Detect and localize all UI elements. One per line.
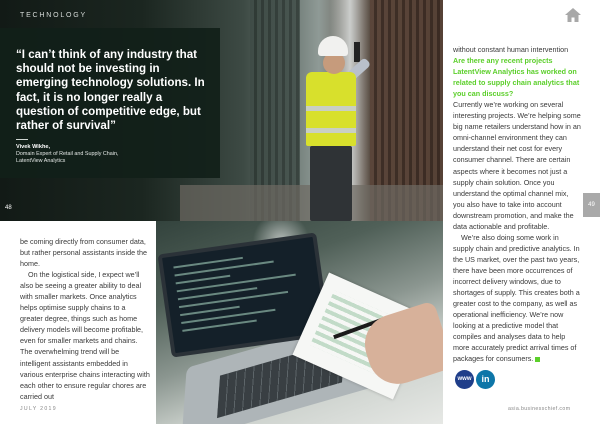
quote-author-name: Vivek Wikhe, [16,144,51,151]
paragraph-text: We’re also doing some work in supply chain and predictive analytics. In the US market, over the past two years, there have been more occurrences of incorrect delivery windows, due to shortages of supply. This creates both a greater cost to the company, as well as operational inefficiency. We’re now looking at a predictive model that compiles and analyses data to help more accurately predict arrival times of packages for consumers. [453,232,580,364]
quote-divider [16,139,28,140]
paragraph: On the logistical side, I expect we’ll also be seeing a greater ability to deal with smaller markets. Once analytics helps optimise supply chains to a greater degree, things such as home delivery models will become profitable, even for smaller markets and chains. The overwhelming trend will be intelligent assistants embedded in various enterprise chains interacting with each other to ensure regular chores are carried out [20,270,150,401]
pull-quote: “I can’t think of any industry that should not be investing in emerging technology solutions. In fact, it is no longer really a question of competitive edge, but rather of survival” [16,48,205,133]
home-icon[interactable] [565,8,581,22]
vest-stripe [306,128,356,133]
linkedin-button[interactable]: in [476,370,495,389]
quote-author-company: LatentView Analytics [16,158,66,165]
pull-quote-box [0,28,220,178]
footer-website[interactable]: asia.businesschief.com [508,406,571,412]
left-body-column [20,236,150,402]
code-line [174,261,273,277]
quote-author-role: Domain Expert of Retail and Supply Chain, [16,151,119,158]
hero-photo [0,0,443,221]
worker-legs [310,146,352,221]
end-mark [535,357,540,362]
laptop-photo [156,221,443,424]
paragraph: Currently we’re working on several interesting projects. We’re helping some big name retailers understand how in an omni-channel environment they can understand their net cost for every consumer channel. There are certain aspects where it becomes not just a supply chain solution. Once you understand the optimal channel mix, you also have to take into account downstream promotion, and make the data actionable and profitable. [453,100,581,231]
hard-hat [318,36,348,56]
worker-figure [296,36,376,221]
page-number-left: 48 [5,205,12,211]
radio [354,42,360,62]
right-body-column [453,44,581,364]
interview-question: Are there any recent projects LatentView Analytics has worked on related to supply chain analytics that you can discuss? [453,56,580,99]
footer-date: JULY 2019 [20,406,57,412]
paragraph: be coming directly from consumer data, but rather personal assistants inside the home. [20,237,148,269]
right-page-header [443,0,600,46]
page-number-right: 49 [583,193,600,217]
section-label: TECHNOLOGY [20,12,88,19]
paragraph [453,232,581,365]
website-button[interactable]: www [455,370,474,389]
paragraph: without constant human intervention [453,45,569,54]
vest-stripe [306,106,356,111]
